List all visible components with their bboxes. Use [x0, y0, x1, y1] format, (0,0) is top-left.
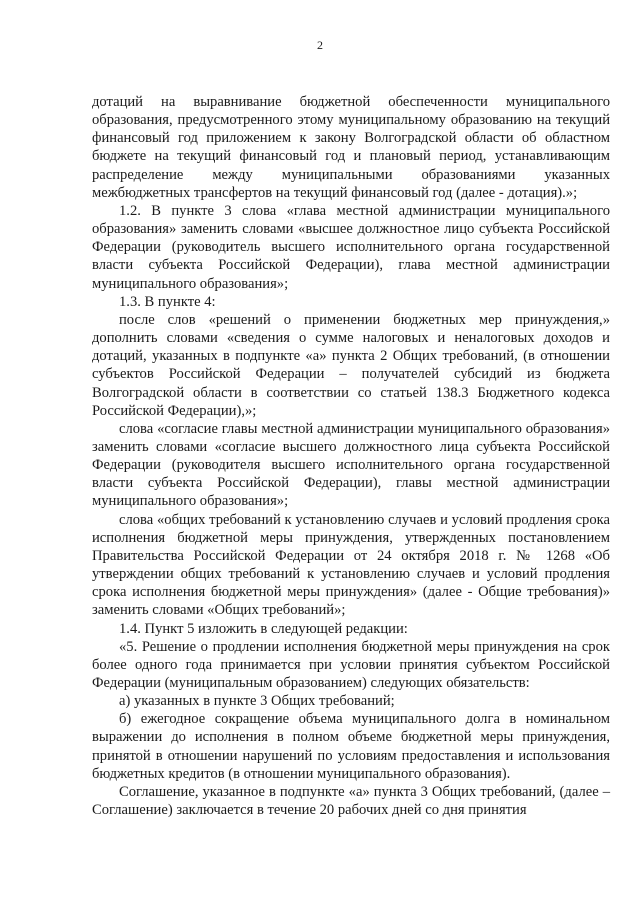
paragraph: слова «согласие главы местной администрации муниципального образования» заменить словами «согласие высшего должностного лица субъекта Российской Федерации (руководителя высшего исполнительного органа государственной власти субъекта Российской Федерации), главы местной администрации муниципального образования»; [92, 420, 610, 510]
paragraph: 1.4. Пункт 5 изложить в следующей редакции: [119, 620, 408, 637]
paragraph: 1.2. В пункте 3 слова «глава местной администрации муниципального образования» заменить словами «высшее должностное лицо субъекта Российской Федерации (руководитель высшего исполнительного органа государственной власти субъекта Российской Федерации), глава местной администрации муниципального образования»; [92, 202, 610, 292]
paragraph: Соглашение, указанное в подпункте «а» пункта 3 Общих требований, (далее – Соглашение) заключается в течение 20 рабочих дней со дня принятия [92, 783, 610, 819]
paragraph: слова «общих требований к установлению случаев и условий продления срока исполнения бюджетной меры принуждения, утвержденных постановлением Правительства Российской Федерации от 24 октября 2018 г. № 1268 «Об утверждении общих требований к установлению случаев и условий продления срока исполнения бюджетной меры принуждения» (далее - Общие требования)» заменить словами «Общих требований»; [92, 511, 610, 619]
paragraph: б) ежегодное сокращение объема муниципального долга в номинальном выражении до исполнения в полном объеме бюджетной меры принуждения, принятой в отношении нарушений по условиям предоставления и использования бюджетных кредитов (в отношении муниципального образования). [92, 711, 610, 782]
paragraph: дотаций на выравнивание бюджетной обеспеченности муниципального образования, предусмотренного этому муниципальному образованию на текущий финансовый год приложением к закону Волгоградской области об областном бюджете на текущий финансовый год и плановый период, устанавливающим распределение между муниципальными образованиями указанных межбюджетных трансфертов на текущий финансовый год (далее - дотация).»; [92, 94, 610, 201]
paragraph: а) указанных в пункте 3 Общих требований; [119, 693, 395, 710]
paragraph: 1.3. В пункте 4: [119, 293, 216, 310]
page-number: 2 [317, 38, 323, 52]
document-body [92, 93, 610, 819]
paragraph: после слов «решений о применении бюджетных мер принуждения,» дополнить словами «сведения о сумме налоговых и неналоговых доходов и дотаций, указанных в подпункте «а» пункта 2 Общих требований, (в отношении субъектов Российской Федерации – получателей субсидий из бюджета Волгоградской области в соответствии со статьей 138.3 Бюджетного кодекса Российской Федерации),»; [92, 311, 610, 419]
paragraph: «5. Решение о продлении исполнения бюджетной меры принуждения на срок более одного года принимается при условии принятия субъектом Российской Федерации (муниципальным образованием) следующих обязательств: [92, 638, 610, 691]
